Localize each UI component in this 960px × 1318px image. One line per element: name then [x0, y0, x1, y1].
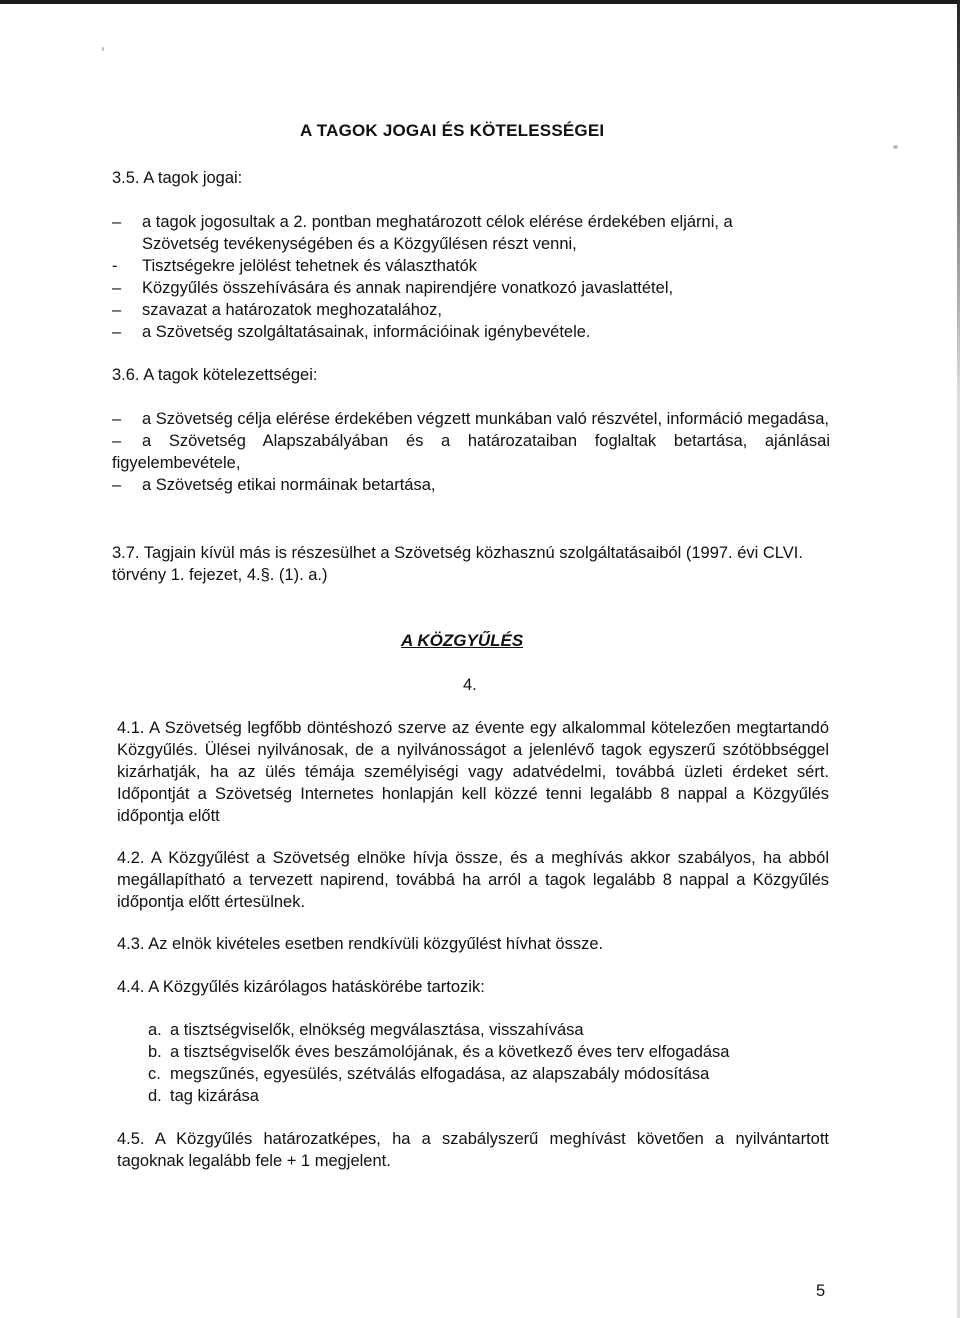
- list-item: d. tag kizárása: [148, 1087, 259, 1105]
- kozgyules-title: A KÖZGYŰLÉS: [401, 631, 524, 650]
- list-item-continuation: Szövetség tevékenységében és a Közgyűlésen részt venni,: [142, 235, 577, 253]
- section-3-7: 3.7. Tagjain kívül más is részesülhet a Szövetség közhasznú szolgáltatásaiból (1997. évi CLVI. törvény 1. fejezet, 4.§. (1). a.): [112, 544, 803, 584]
- section-4-5: 4.5. A Közgyűlés határozatképes, ha a szabályszerű meghívást követően a nyilvántartott tagoknak legalább fele + 1 megjelent.: [117, 1130, 829, 1170]
- list-item: c. megszűnés, egyesülés, szétválás elfogadása, az alapszabály módosítása: [148, 1065, 710, 1083]
- section-3-6-list: [112, 408, 830, 496]
- section-4-4-list: [148, 1019, 729, 1107]
- scan-edge-top: [0, 0, 960, 4]
- section-4-4-title: 4.4. A Közgyűlés kizárólagos hatáskörébe tartozik:: [117, 978, 485, 996]
- scan-speck: [102, 47, 104, 51]
- list-item: – Közgyűlés összehívására és annak napirendjére vonatkozó javaslattétel,: [112, 279, 674, 297]
- section-4-2: 4.2. A Közgyűlést a Szövetség elnöke hívja össze, és a meghívás akkor szabályos, ha abból megállapítható a tervezett napirend, továbbá ha arról a tagok legalább 8 nappal a Közgyűlés időpontja előtt értesülnek.: [117, 849, 829, 911]
- list-item: a. a tisztségviselők, elnökség megválasztása, visszahívása: [148, 1021, 584, 1039]
- page-number: 5: [816, 1282, 826, 1300]
- section-3-5-list: [112, 211, 733, 343]
- list-item: – a Szövetség etikai normáinak betartása,: [112, 476, 436, 494]
- scan-speck: [893, 145, 898, 149]
- list-item: b. a tisztségviselők éves beszámolójának, és a következő éves terv elfogadása: [148, 1043, 730, 1061]
- section-3-6-title: 3.6. A tagok kötelezettségei:: [112, 366, 318, 384]
- section-4-1: 4.1. A Szövetség legfőbb döntéshozó szerve az évente egy alkalommal kötelezően megtartandó Közgyűlés. Ülései nyilvánosak, de a nyilvánosságot a jelenlévő tagok egyszerű szótöbbséggel kizárhatják, ha az ülés témája személyiségi vagy adatvédelmi, továbbá üzleti érdeket sért. Időpontját a Szövetség Internetes honlapján kell közzé tenni legalább 8 nappal a Közgyűlés időpontja előtt: [117, 719, 829, 825]
- list-item: - Tisztségekre jelölést tehetnek és választhatók: [112, 257, 478, 275]
- list-item: – a tagok jogosultak a 2. pontban meghatározott célok elérése érdekében eljárni, a: [112, 213, 733, 231]
- list-item: – a Szövetség szolgáltatásainak, információinak igénybevétele.: [112, 323, 591, 341]
- section-3-5-title: 3.5. A tagok jogai:: [112, 169, 243, 187]
- list-item: – a Szövetség Alapszabályában és a határozataiban foglaltak betartása, ajánlásai figyelembevétele,: [112, 432, 830, 472]
- section-4-3: 4.3. Az elnök kivételes esetben rendkívüli közgyűlést hívhat össze.: [117, 935, 604, 953]
- list-item: – a Szövetség célja elérése érdekében végzett munkában való részvétel, információ megadása,: [112, 410, 829, 428]
- kozgyules-number: 4.: [463, 676, 477, 694]
- list-item: – szavazat a határozatok meghozatalához,: [112, 301, 442, 319]
- page-heading: A TAGOK JOGAI ÉS KÖTELESSÉGEI: [300, 121, 605, 140]
